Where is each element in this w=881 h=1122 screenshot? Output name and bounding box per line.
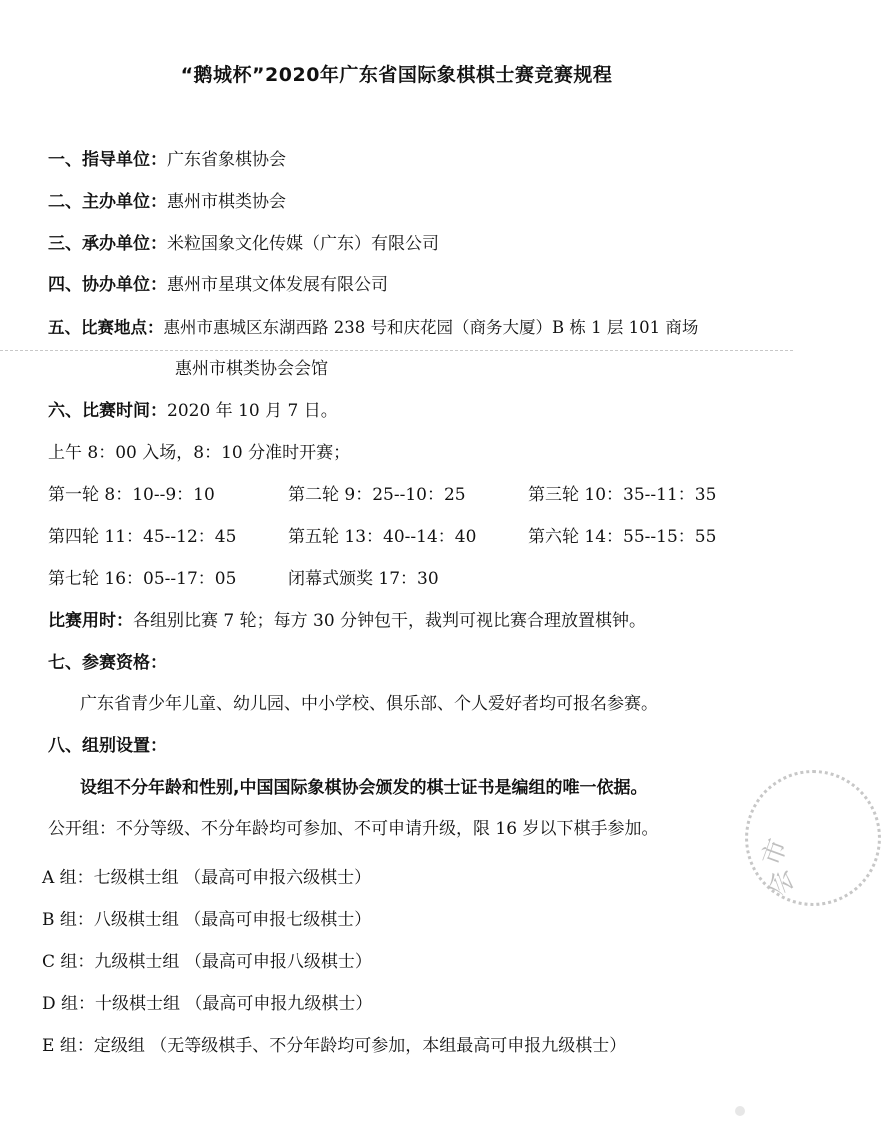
document-title: “鹅城杯”2020年广东省国际象棋棋士赛竞赛规程 [180,64,613,86]
round-3: 第三轮 10：35--11：35 [528,485,717,505]
group-d: D 组：十级棋士组 （最高可申报九级棋士） [42,994,373,1014]
section-value: 惠州市星琪文体发展有限公司 [167,275,388,295]
stamp-char: 会 [762,865,800,900]
section-label: 五、比赛地点： [48,318,164,337]
section-host [48,190,286,214]
section-guidance [48,148,286,172]
section-label: 三、承办单位： [48,234,167,254]
section-label: 六、比赛时间： [48,401,167,421]
time-control [48,609,646,633]
venue-continuation: 惠州市棋类协会会馆 [175,359,328,379]
section-organizer [48,232,439,256]
scan-fold-line [0,350,793,351]
section-co-organizer [48,273,388,297]
group-a: A 组：七级棋士组 （最高可申报六级棋士） [42,868,372,888]
scan-mark [735,1106,745,1116]
section-date [48,399,338,423]
section-venue [48,316,698,340]
section-groups-heading: 八、组别设置： [48,736,167,756]
group-open: 公开组：不分等级、不分年龄均可参加、不可申请升级，限 16 岁以下棋手参加。 [48,819,659,839]
group-b: B 组：八级棋士组 （最高可申报七级棋士） [42,910,372,930]
groups-intro: 设组不分年龄和性别,中国国际象棋协会颁发的棋士证书是编组的唯一依据。 [80,778,648,798]
group-c: C 组：九级棋士组 （最高可申报八级棋士） [42,952,372,972]
official-seal-stamp [745,770,881,906]
time-control-value: 各组别比赛 7 轮；每方 30 分钟包干，裁判可视比赛合理放置棋钟。 [133,611,647,631]
section-label: 四、协办单位： [48,275,167,295]
section-value: 米粒国象文化传媒（广东）有限公司 [167,234,439,254]
stamp-char: 市 [756,835,794,870]
round-2: 第二轮 9：25--10：25 [288,485,466,505]
section-value: 2020 年 10 月 7 日。 [167,401,338,421]
section-value: 惠州市惠城区东湖西路 238 号和庆花园（商务大厦）B 栋 1 层 101 商场 [163,318,699,337]
round-6: 第六轮 14：55--15：55 [528,527,717,547]
closing-ceremony: 闭幕式颁奖 17：30 [288,569,439,589]
section-eligibility-heading: 七、参赛资格： [48,653,167,673]
section-label: 一、指导单位： [48,150,167,170]
round-5: 第五轮 13：40--14：40 [288,527,477,547]
section-value: 惠州市棋类协会 [167,192,286,212]
round-4: 第四轮 11：45--12：45 [48,527,237,547]
round-7: 第七轮 16：05--17：05 [48,569,237,589]
round-1: 第一轮 8：10--9：10 [48,485,215,505]
time-control-label: 比赛用时： [48,611,133,631]
eligibility-text: 广东省青少年儿童、幼儿园、中小学校、俱乐部、个人爱好者均可报名参赛。 [80,694,658,714]
group-e: E 组：定级组 （无等级棋手、不分年龄均可参加，本组最高可申报九级棋士） [42,1036,627,1056]
checkin-time: 上午 8：00 入场，8：10 分准时开赛； [48,443,351,463]
section-value: 广东省象棋协会 [167,150,286,170]
section-label: 二、主办单位： [48,192,167,212]
